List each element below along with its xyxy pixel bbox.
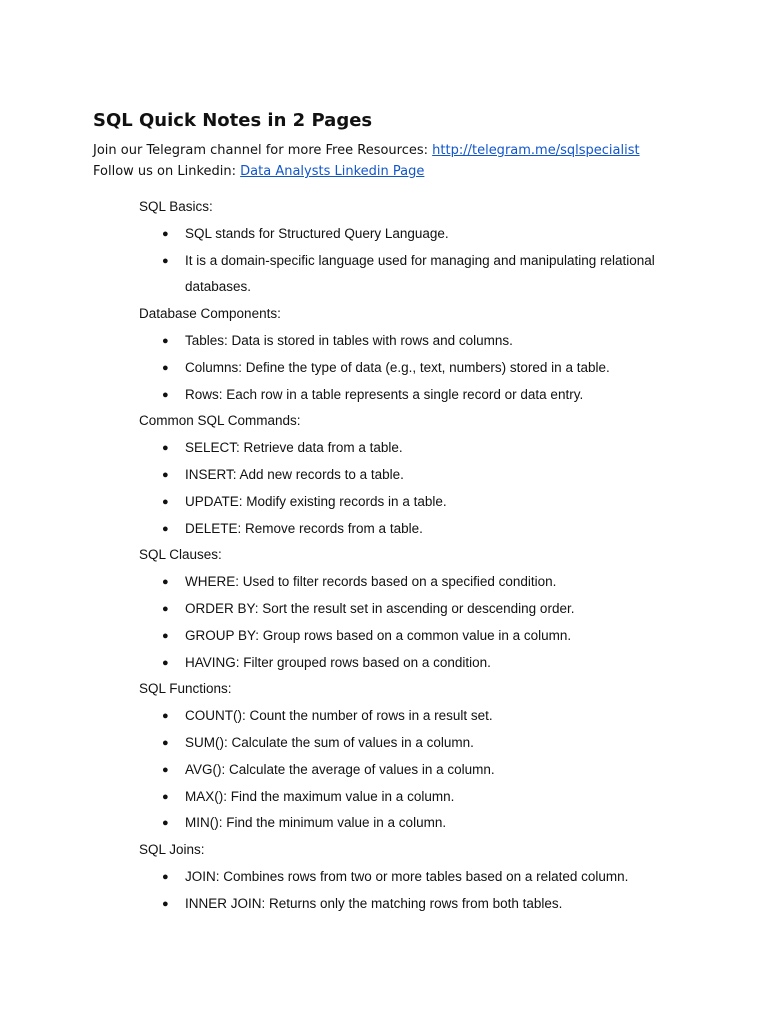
list-item xyxy=(139,784,679,811)
list-item xyxy=(139,489,679,516)
bullet-icon: ● xyxy=(162,790,169,803)
bullet-icon: ● xyxy=(162,870,169,883)
bullet-icon: ● xyxy=(162,227,169,240)
list-item-text: SQL stands for Structured Query Language. xyxy=(185,225,449,241)
list-item xyxy=(139,355,679,382)
bullet-list xyxy=(139,435,679,542)
bullet-list xyxy=(139,328,679,408)
list-item-text: MIN(): Find the minimum value in a column. xyxy=(185,815,447,831)
list-item xyxy=(139,730,679,757)
bullet-icon: ● xyxy=(162,576,169,589)
bullet-list xyxy=(139,864,679,918)
list-item xyxy=(139,703,679,730)
bullet-list xyxy=(139,569,679,676)
bullet-icon: ● xyxy=(162,629,169,642)
list-item-text: UPDATE: Modify existing records in a table. xyxy=(185,493,447,509)
list-item-text: Tables: Data is stored in tables with rows and columns. xyxy=(185,332,513,348)
telegram-text: Join our Telegram channel for more Free Resources: xyxy=(93,143,433,158)
telegram-line xyxy=(93,140,640,161)
list-item xyxy=(139,596,679,623)
page-title: SQL Quick Notes in 2 Pages xyxy=(93,110,373,131)
bullet-icon: ● xyxy=(162,736,169,749)
section-heading: SQL Basics: xyxy=(139,199,213,214)
linkedin-link[interactable]: Data Analysts Linkedin Page xyxy=(240,164,425,179)
linkedin-text: Follow us on Linkedin: xyxy=(93,164,241,179)
section-heading: SQL Clauses: xyxy=(139,547,222,563)
list-item-text: INNER JOIN: Returns only the matching rows from both tables. xyxy=(185,895,563,911)
list-item xyxy=(139,328,679,355)
bullet-icon: ● xyxy=(162,522,169,535)
list-item-text: COUNT(): Count the number of rows in a result set. xyxy=(185,708,493,724)
list-item xyxy=(139,221,679,248)
bullet-list xyxy=(139,221,679,301)
linkedin-line xyxy=(93,161,640,182)
list-item xyxy=(139,435,679,462)
bullet-icon: ● xyxy=(162,442,169,455)
list-item-text: ORDER BY: Sort the result set in ascending or descending order. xyxy=(185,600,575,616)
section-heading: SQL Functions: xyxy=(139,681,232,697)
list-item-text: AVG(): Calculate the average of values in a column. xyxy=(185,761,495,777)
list-item-text: DELETE: Remove records from a table. xyxy=(185,520,423,536)
bullet-icon: ● xyxy=(162,361,169,374)
bullet-icon: ● xyxy=(162,763,169,776)
list-item xyxy=(139,864,679,891)
list-item xyxy=(139,569,679,596)
list-item xyxy=(139,248,679,302)
list-item xyxy=(139,462,679,489)
intro-block xyxy=(93,140,640,182)
notes-list xyxy=(139,194,679,918)
bullet-icon: ● xyxy=(162,254,169,267)
list-item-text: It is a domain-specific language used for managing and manipulating relational databases. xyxy=(185,252,655,295)
bullet-icon: ● xyxy=(162,388,169,401)
bullet-icon: ● xyxy=(162,602,169,615)
list-item xyxy=(139,757,679,784)
list-item-text: JOIN: Combines rows from two or more tables based on a related column. xyxy=(185,868,629,884)
bullet-icon: ● xyxy=(162,495,169,508)
list-item xyxy=(139,650,679,677)
list-item-text: WHERE: Used to filter records based on a specified condition. xyxy=(185,574,557,590)
bullet-list xyxy=(139,703,679,837)
telegram-link[interactable]: http://telegram.me/sqlspecialist xyxy=(432,143,640,158)
bullet-icon: ● xyxy=(162,334,169,347)
list-item xyxy=(139,810,679,837)
list-item xyxy=(139,516,679,543)
section-heading: Database Components: xyxy=(139,306,281,322)
list-item-text: GROUP BY: Group rows based on a common value in a column. xyxy=(185,627,572,643)
list-item-text: HAVING: Filter grouped rows based on a condition. xyxy=(185,654,491,670)
list-item-text: SUM(): Calculate the sum of values in a column. xyxy=(185,734,474,750)
list-item xyxy=(139,891,679,918)
list-item-text: SELECT: Retrieve data from a table. xyxy=(185,440,403,456)
bullet-icon: ● xyxy=(162,710,169,723)
list-item xyxy=(139,382,679,409)
section-heading: SQL Joins: xyxy=(139,842,205,858)
list-item-text: INSERT: Add new records to a table. xyxy=(185,466,404,482)
bullet-icon: ● xyxy=(162,468,169,481)
bullet-icon: ● xyxy=(162,897,169,910)
bullet-icon: ● xyxy=(162,656,169,669)
list-item-text: MAX(): Find the maximum value in a column. xyxy=(185,788,455,804)
section-heading: Common SQL Commands: xyxy=(139,413,301,429)
list-item-text: Columns: Define the type of data (e.g., text, numbers) stored in a table. xyxy=(185,359,610,375)
bullet-icon: ● xyxy=(162,817,169,830)
list-item-text: Rows: Each row in a table represents a single record or data entry. xyxy=(185,386,584,402)
list-item xyxy=(139,623,679,650)
